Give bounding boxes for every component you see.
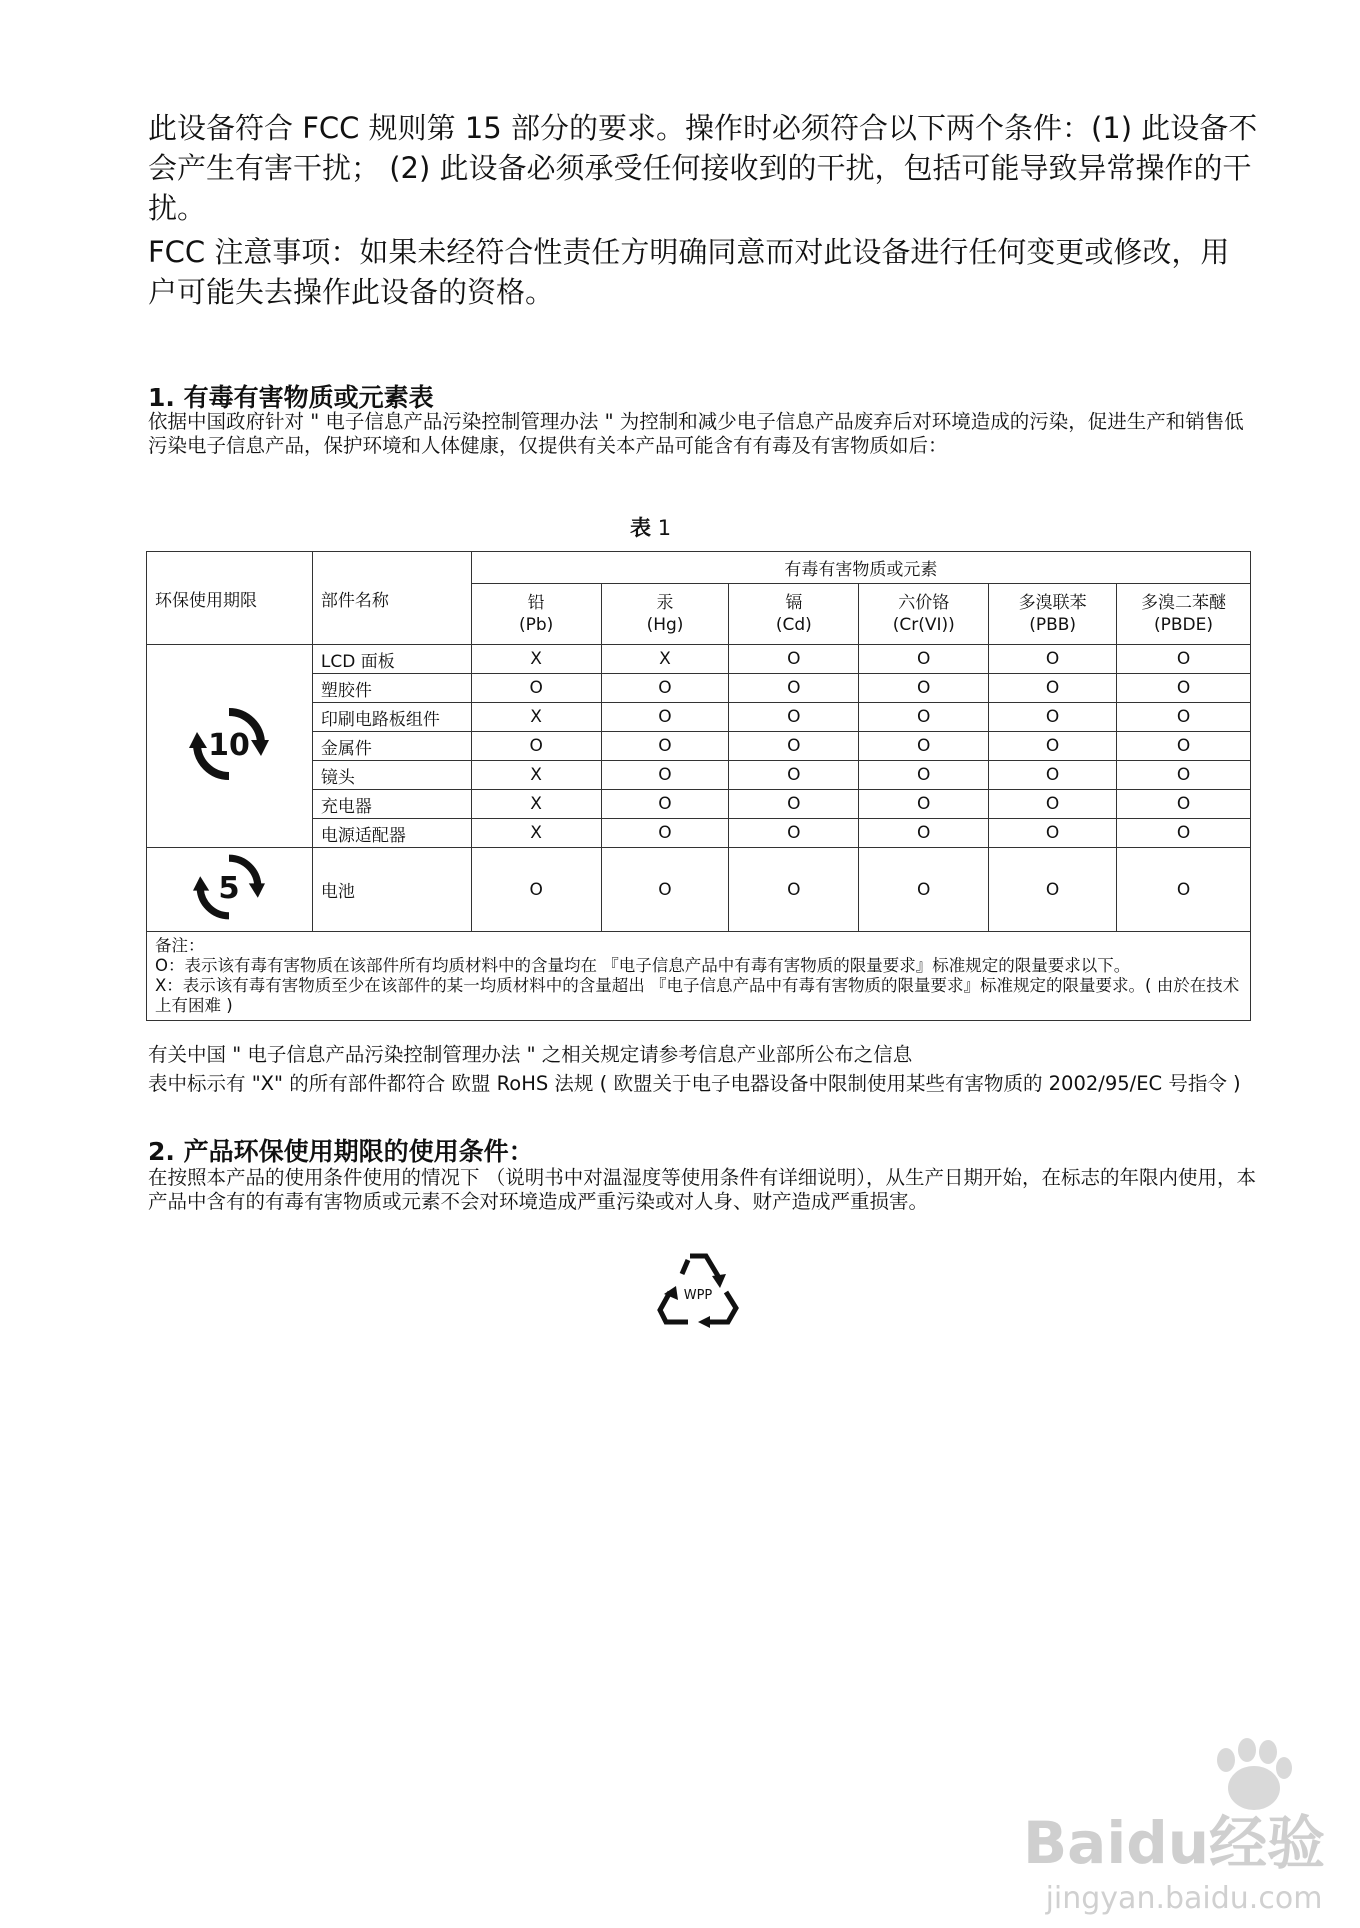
period-10-cell — [147, 645, 313, 848]
recycle-icon — [652, 1246, 744, 1330]
section2-text: 在按照本产品的使用条件使用的情况下 （说明书中对温湿度等使用条件有详细说明），从生产日期开始，在标志的年限内使用，本产品中含有的有毒有害物质或元素不会对环境造成严重污染或对人身、财产造成严重损害。 — [148, 1166, 1256, 1213]
table-cell: O — [601, 790, 729, 819]
table-cell: O — [729, 761, 859, 790]
table-row — [147, 819, 1251, 848]
col-header-cr6: 六价铬 (Cr(VI)) — [859, 584, 989, 645]
rohs-note: 表中标示有 "X" 的所有部件都符合 欧盟 RoHS 法规 ( 欧盟关于电子电器设备中限制使用某些有害物质的 2002/95/EC 号指令 ) — [148, 1072, 1241, 1095]
table-cell: O — [859, 645, 989, 674]
table-cell: O — [471, 732, 601, 761]
hazardous-substances-table — [146, 551, 1251, 1021]
table-cell: O — [601, 732, 729, 761]
table-cell: O — [1117, 761, 1251, 790]
table-cell: O — [601, 761, 729, 790]
col-header-period: 环保使用期限 — [147, 552, 313, 645]
table-cell: O — [859, 790, 989, 819]
table-cell: O — [729, 848, 859, 932]
col-header-pbb: 多溴联苯 (PBB) — [989, 584, 1117, 645]
part-name: 电源适配器 — [312, 819, 471, 848]
period-5-cell — [147, 848, 313, 932]
watermark-url: jingyan.baidu.com — [1045, 1881, 1323, 1916]
table-notes — [147, 932, 1251, 1021]
table-row — [147, 703, 1251, 732]
part-name: 镜头 — [312, 761, 471, 790]
part-name: LCD 面板 — [312, 645, 471, 674]
table-cell: O — [989, 703, 1117, 732]
table-row — [147, 645, 1251, 674]
table-cell: O — [471, 674, 601, 703]
table-cell: O — [989, 732, 1117, 761]
table-cell: O — [1117, 703, 1251, 732]
table-caption-label: 表 — [630, 516, 651, 540]
table-cell: O — [1117, 645, 1251, 674]
table-cell: X — [601, 645, 729, 674]
table-cell: O — [1117, 848, 1251, 932]
part-name: 金属件 — [312, 732, 471, 761]
fcc-caution-text: FCC 注意事项：如果未经符合性责任方明确同意而对此设备进行任何变更或修改，用户可能失去操作此设备的资格。 — [148, 235, 1230, 309]
table-cell: O — [859, 848, 989, 932]
part-name: 充电器 — [312, 790, 471, 819]
table-cell: O — [729, 732, 859, 761]
table-row — [147, 848, 1251, 932]
table-cell: O — [601, 703, 729, 732]
table-cell: O — [859, 761, 989, 790]
table-cell: O — [989, 790, 1117, 819]
table-cell: O — [859, 732, 989, 761]
table-cell: O — [1117, 819, 1251, 848]
table-cell: O — [859, 674, 989, 703]
col-header-group: 有毒有害物质或元素 — [471, 552, 1250, 584]
table-cell: O — [989, 848, 1117, 932]
table-cell: O — [729, 674, 859, 703]
table-row — [147, 674, 1251, 703]
section2-heading: 2. 产品环保使用期限的使用条件： — [148, 1137, 534, 1166]
table-cell: O — [989, 645, 1117, 674]
table-cell: O — [1117, 790, 1251, 819]
fcc-compliance-text: 此设备符合 FCC 规则第 15 部分的要求。操作时必须符合以下两个条件：(1) 此设备不会产生有害干扰； (2) 此设备必须承受任何接收到的干扰，包括可能导致异常操作的干扰。 — [148, 111, 1258, 225]
table-cell: X — [471, 819, 601, 848]
table-cell: X — [471, 703, 601, 732]
table-cell: X — [471, 645, 601, 674]
table-cell: X — [471, 790, 601, 819]
table-cell: O — [729, 790, 859, 819]
table-cell: O — [601, 674, 729, 703]
table-cell: O — [729, 703, 859, 732]
svg-text:5: 5 — [218, 870, 241, 906]
table-cell: O — [1117, 732, 1251, 761]
note-o: O：表示该有毒有害物质在该部件所有均质材料中的含量均在 『电子信息产品中有毒有害物质的限量要求』标准规定的限量要求以下。 — [155, 956, 1131, 975]
section1-heading: 1. 有毒有害物质或元素表 — [148, 383, 434, 412]
table-cell: O — [989, 819, 1117, 848]
table-cell: O — [1117, 674, 1251, 703]
epup-5-icon — [193, 851, 265, 923]
part-name: 塑胶件 — [312, 674, 471, 703]
table-cell: X — [471, 761, 601, 790]
table-row — [147, 790, 1251, 819]
part-name: 电池 — [312, 848, 471, 932]
watermark-brand: Baidu经验 — [1022, 1809, 1326, 1877]
section1-intro: 依据中国政府针对 " 电子信息产品污染控制管理办法 " 为控制和减少电子信息产品废弃后对环境造成的污染，促进生产和销售低污染电子信息产品，保护环境和人体健康，仅提供有关本产品可能含有有毒及有害物质如后： — [148, 410, 1244, 457]
col-header-pb: 铅 (Pb) — [471, 584, 601, 645]
col-header-pbde: 多溴二苯醚 (PBDE) — [1117, 584, 1251, 645]
notes-title: 备注： — [155, 936, 205, 955]
recycle-label: WPP — [683, 1288, 713, 1303]
table-cell: O — [601, 848, 729, 932]
table-cell: O — [859, 819, 989, 848]
regulation-note: 有关中国 " 电子信息产品污染控制管理办法 " 之相关规定请参考信息产业部所公布之信息 — [148, 1043, 913, 1066]
table-cell: O — [601, 819, 729, 848]
svg-text:10: 10 — [208, 727, 251, 763]
note-x: X：表示该有毒有害物质至少在该部件的某一均质材料中的含量超出 『电子信息产品中有毒有害物质的限量要求』标准规定的限量要求。( 由於在技术上有困难 ) — [155, 976, 1240, 1015]
table-cell: O — [729, 819, 859, 848]
table-row — [147, 761, 1251, 790]
table-cell: O — [989, 674, 1117, 703]
table-cell: O — [859, 703, 989, 732]
table-cell: O — [729, 645, 859, 674]
col-header-part: 部件名称 — [312, 552, 471, 645]
epup-10-icon — [189, 704, 269, 784]
table-caption-number: 1 — [657, 516, 672, 540]
part-name: 印刷电路板组件 — [312, 703, 471, 732]
table-cell: O — [989, 761, 1117, 790]
col-header-hg: 汞 (Hg) — [601, 584, 729, 645]
col-header-cd: 镉 (Cd) — [729, 584, 859, 645]
table-caption — [630, 512, 671, 542]
table-row — [147, 732, 1251, 761]
baidu-watermark — [1014, 1688, 1334, 1918]
table-cell: O — [471, 848, 601, 932]
